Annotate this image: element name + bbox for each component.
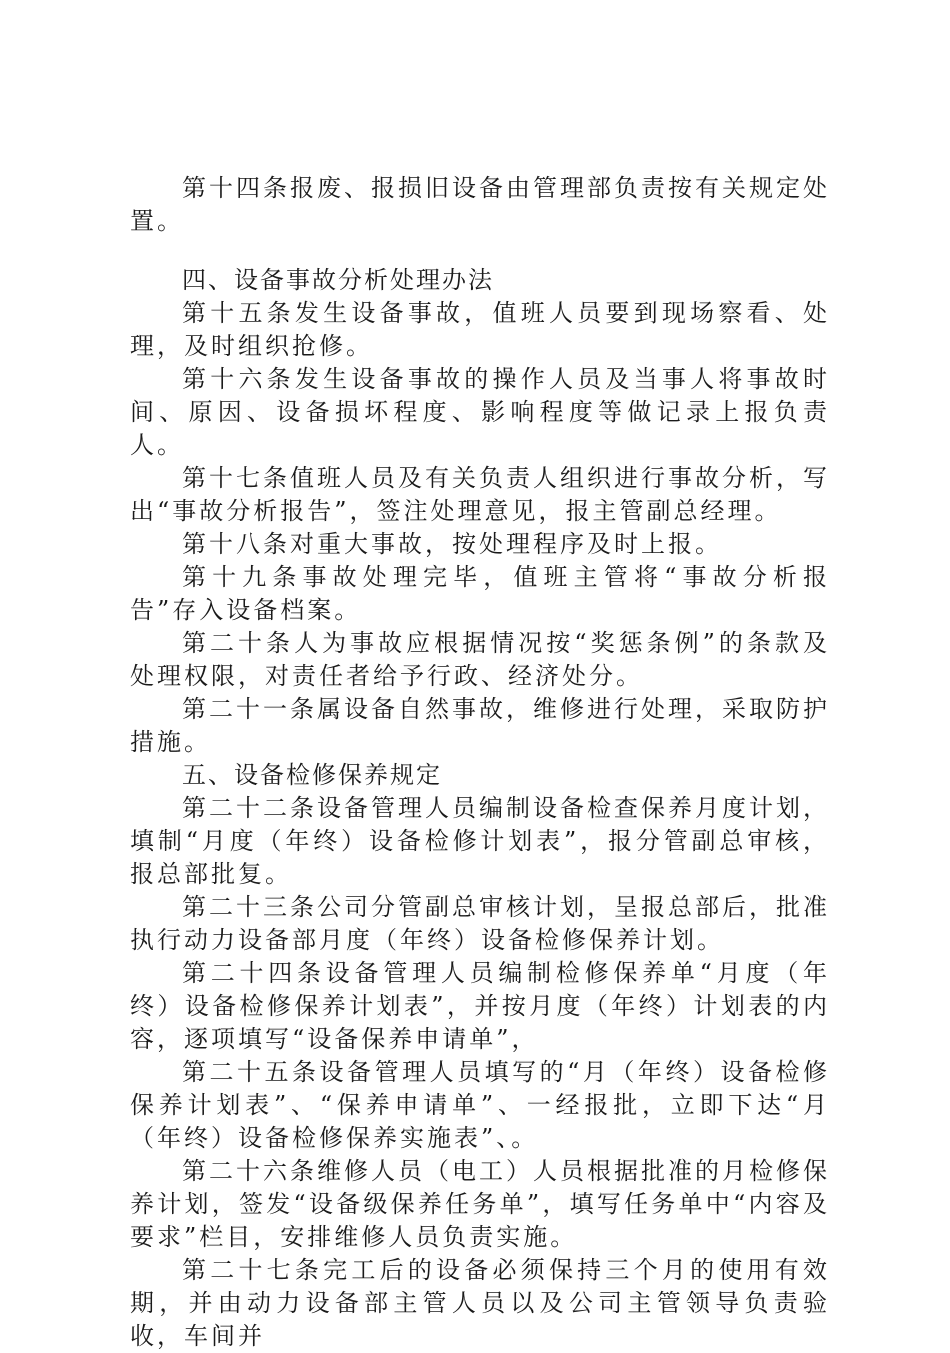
paragraph-article-17: 第十七条值班人员及有关负责人组织进行事故分析，写出“事故分析报告”，签注处理意见，报主管副总经理。 — [130, 464, 830, 525]
paragraph-article-14: 第十四条报废、报损旧设备由管理部负责按有关规定处置。 — [130, 174, 830, 235]
paragraph-article-15: 第十五条发生设备事故，值班人员要到现场察看、处理，及时组织抢修。 — [130, 299, 830, 360]
paragraph-article-24: 第二十四条设备管理人员编制检修保养单“月度（年终）设备检修保养计划表”，并按月度（年终）计划表的内容，逐项填写“设备保养申请单”， — [130, 959, 830, 1053]
document-body — [130, 172, 830, 1353]
paragraph-article-21: 第二十一条属设备自然事故，维修进行处理，采取防护措施。 — [130, 695, 830, 756]
section-heading-5: 五、设备检修保养规定 — [182, 761, 442, 789]
paragraph-article-23: 第二十三条公司分管副总审核计划，呈报总部后，批准执行动力设备部月度（年终）设备检修保养计划。 — [130, 893, 830, 954]
paragraph-article-16: 第十六条发生设备事故的操作人员及当事人将事故时间、原因、设备损坏程度、影响程度等做记录上报负责人。 — [130, 365, 830, 459]
paragraph-article-25: 第二十五条设备管理人员填写的“月（年终）设备检修保养计划表”、“保养申请单”、一经报批，立即下达“月（年终）设备检修保养实施表”、。 — [130, 1058, 830, 1152]
paragraph-article-26: 第二十六条维修人员（电工）人员根据批准的月检修保养计划，签发“设备级保养任务单”，填写任务单中“内容及要求”栏目，安排维修人员负责实施。 — [130, 1157, 830, 1251]
section-heading-4: 四、设备事故分析处理办法 — [182, 266, 494, 294]
paragraph-article-18: 第十八条对重大事故，按处理程序及时上报。 — [182, 530, 722, 558]
paragraph-article-20: 第二十条人为事故应根据情况按“奖惩条例”的条款及处理权限，对责任者给予行政、经济处分。 — [130, 629, 830, 690]
paragraph-article-27: 第二十七条完工后的设备必须保持三个月的使用有效期，并由动力设备部主管人员以及公司主管领导负责验收，车间并 — [130, 1256, 830, 1350]
paragraph-article-19: 第十九条事故处理完毕，值班主管将“事故分析报告”存入设备档案。 — [130, 563, 830, 624]
paragraph-article-22: 第二十二条设备管理人员编制设备检查保养月度计划，填制“月度（年终）设备检修计划表”，报分管副总审核，报总部批复。 — [130, 794, 830, 888]
